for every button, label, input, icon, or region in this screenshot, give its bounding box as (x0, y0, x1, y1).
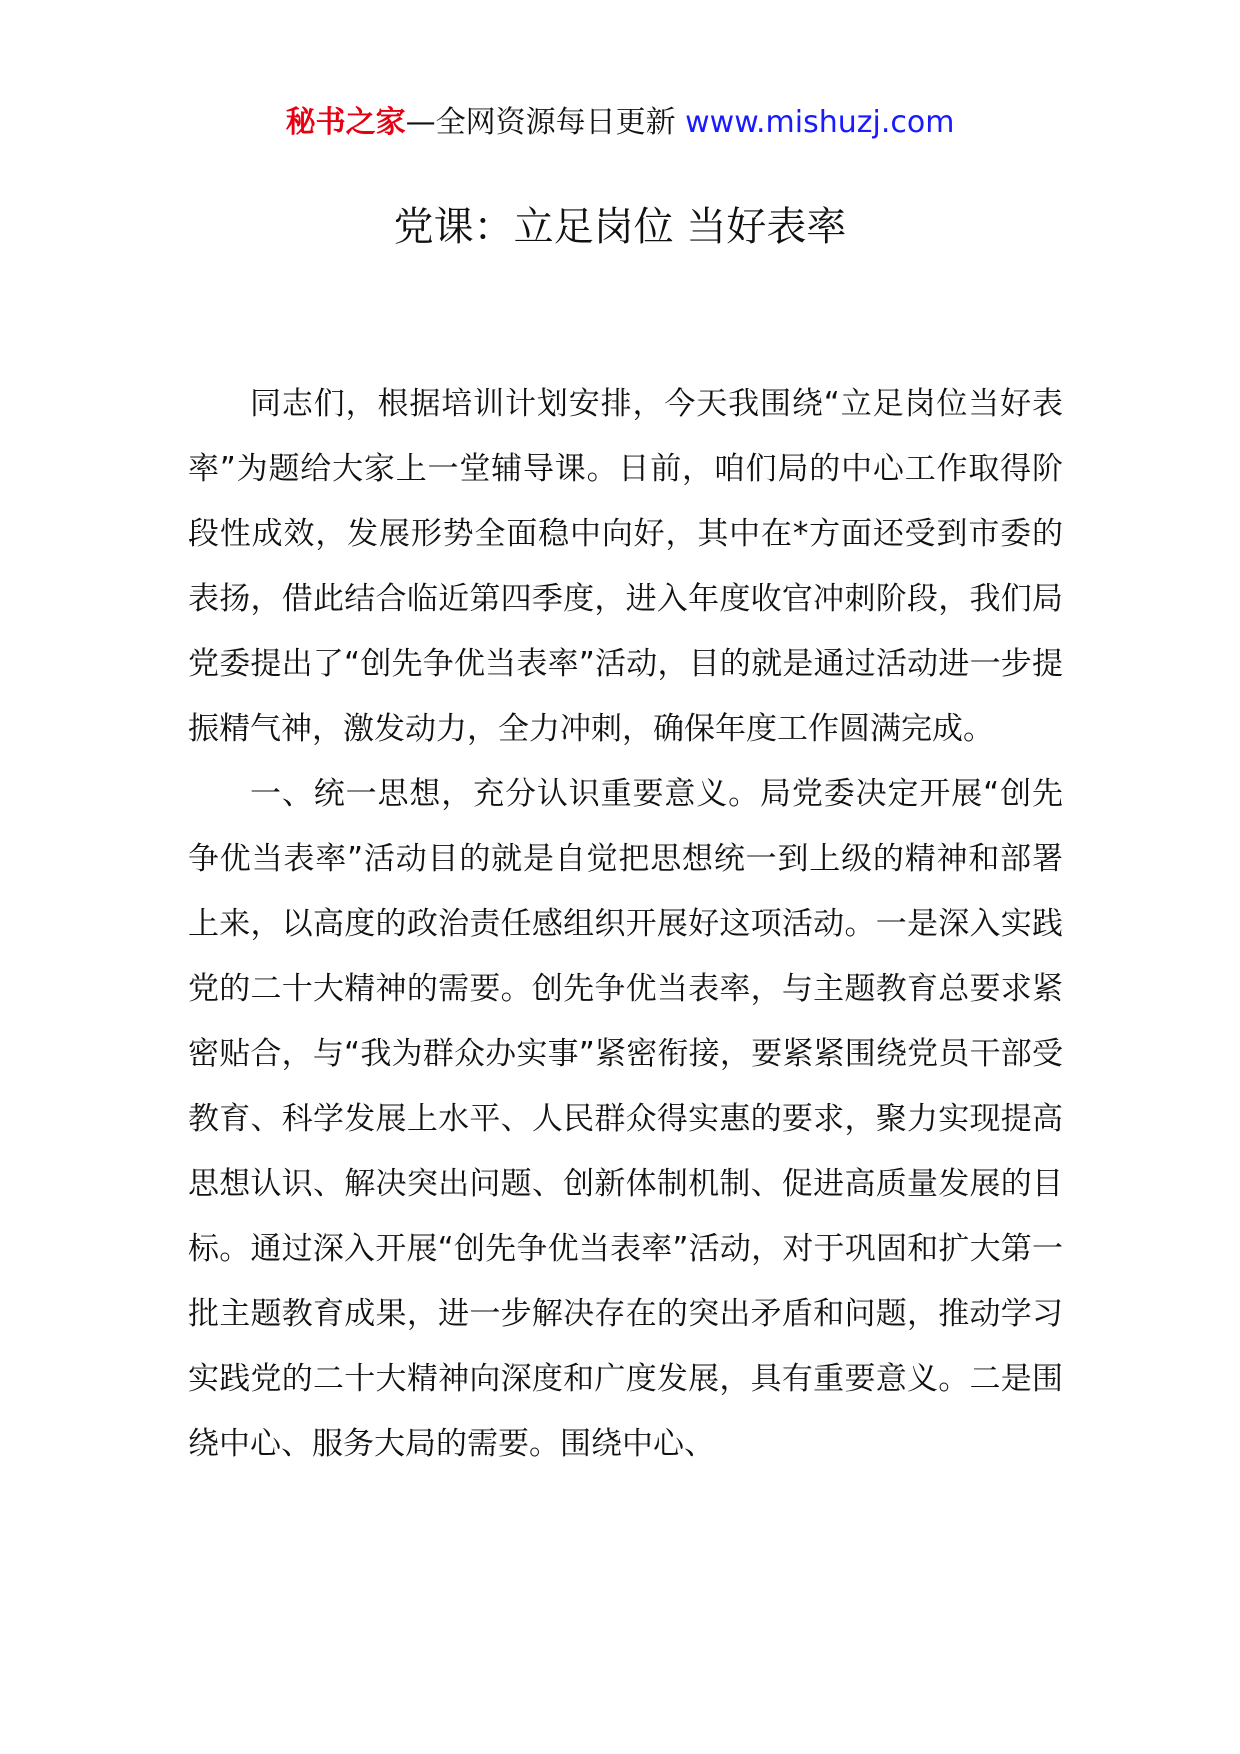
site-brand: 秘书之家 (285, 105, 406, 140)
document-title: 党课：立足岗位 当好表率 (393, 204, 847, 250)
site-tagline: —全网资源每日更新 (405, 105, 676, 140)
paragraph-intro: 同志们，根据培训计划安排，今天我围绕“立足岗位当好表率”为题给大家上一堂辅导课。日前，咱们局的中心工作取得阶段性成效，发展形势全面稳中向好，其中在*方面还受到市委的表扬，借此结合临近第四季度，进入年度收官冲刺阶段，我们局党委提出了“创先争优当表率”活动，目的就是通过活动进一步提振精气神，激发动力，全力冲刺，确保年度工作圆满完成。 (188, 386, 1063, 747)
document-body (188, 372, 1063, 1477)
site-url-link[interactable]: www.mishuzj.com (685, 105, 955, 140)
site-header (0, 101, 1240, 145)
paragraph-section-one: 一、统一思想，充分认识重要意义。局党委决定开展“创先争优当表率”活动目的就是自觉把思想统一到上级的精神和部署上来，以高度的政治责任感组织开展好这项活动。一是深入实践党的二十大精神的需要。创先争优当表率，与主题教育总要求紧密贴合，与“我为群众办实事”紧密衔接，要紧紧围绕党员干部受教育、科学发展上水平、人民群众得实惠的要求，聚力实现提高思想认识、解决突出问题、创新体制机制、促进高质量发展的目标。通过深入开展“创先争优当表率”活动，对于巩固和扩大第一批主题教育成果，进一步解决存在的突出矛盾和问题，推动学习实践党的二十大精神向深度和广度发展，具有重要意义。二是围绕中心、服务大局的需要。围绕中心、 (188, 776, 1063, 1462)
